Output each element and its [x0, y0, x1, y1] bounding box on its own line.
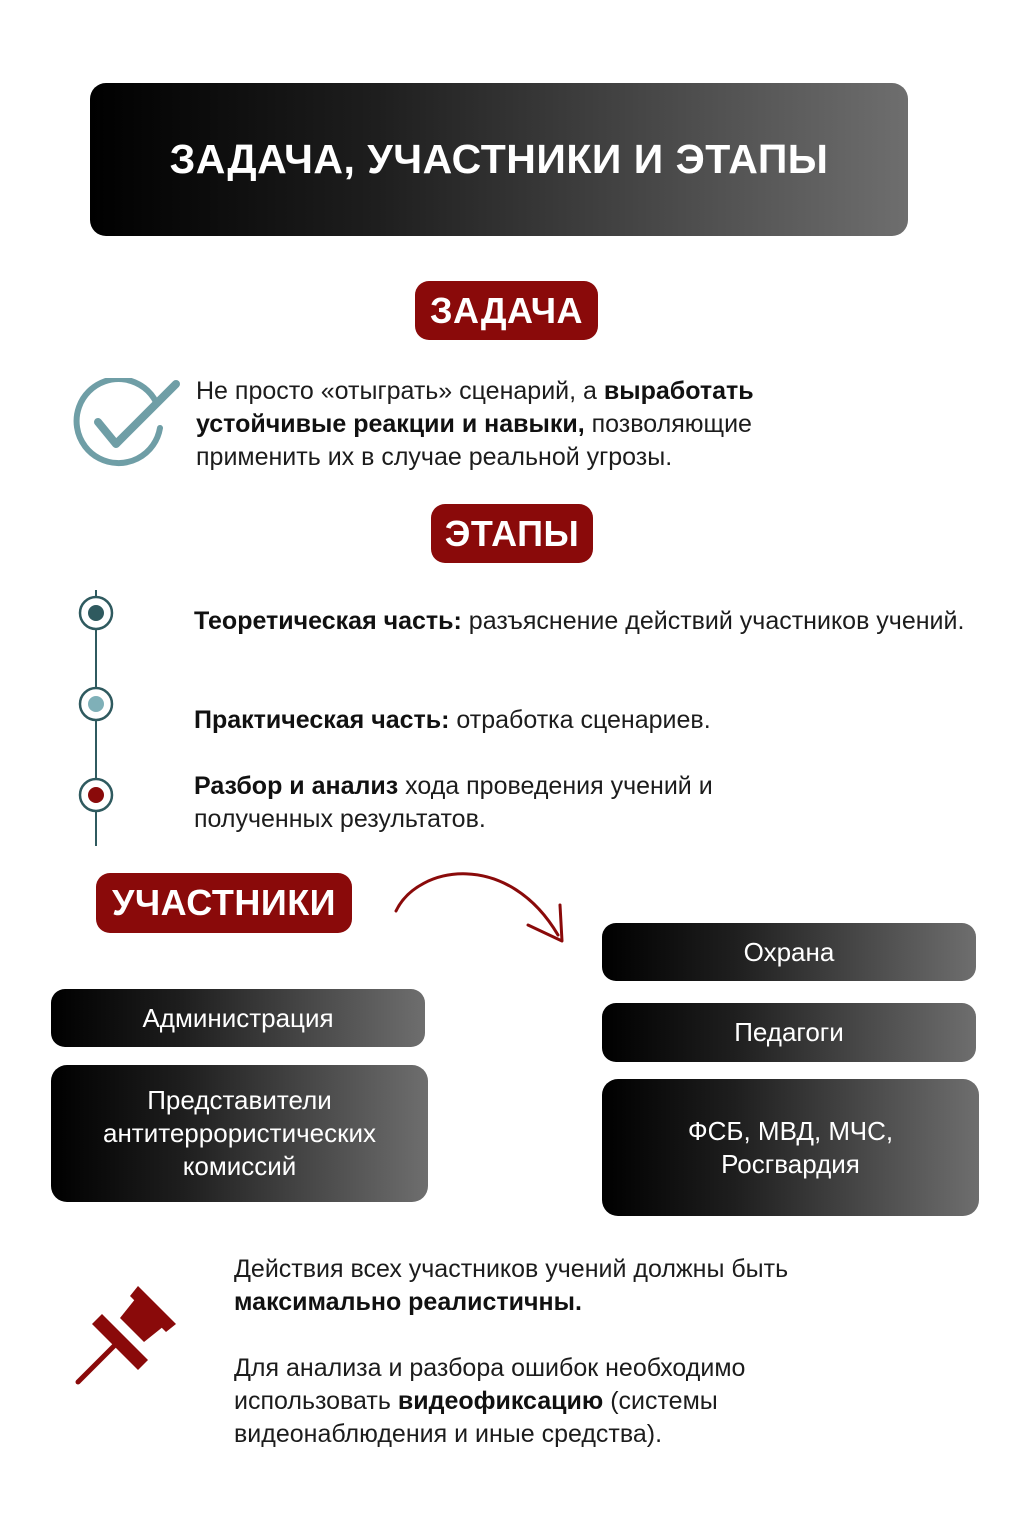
note-p1-bold: максимально реалистичны. [234, 1288, 582, 1316]
stage-item-practice [194, 704, 984, 737]
pushpin-icon [72, 1284, 178, 1386]
note-p2-text-1: Для анализа и разбора ошибок необходимо использовать [234, 1354, 746, 1415]
participant-anti-terror-commissions [51, 1065, 428, 1202]
page-header [90, 83, 908, 236]
timeline-dot-1 [80, 597, 112, 629]
stage-item-analysis [194, 770, 754, 836]
note-p2-bold: видеофиксацию [397, 1387, 604, 1415]
task-badge [415, 281, 598, 340]
stages-timeline [70, 590, 122, 846]
note-paragraph-video [234, 1352, 834, 1451]
participant-label: Администрация [142, 1002, 334, 1033]
stage-1-bold: Теоретическая часть: [194, 607, 462, 635]
stages-badge-label: ЭТАПЫ [444, 512, 580, 554]
stages-badge [431, 504, 593, 563]
participant-administration [51, 989, 425, 1047]
stage-3-bold: Разбор и анализ [194, 772, 399, 800]
participants-badge-label: УЧАСТНИКИ [111, 882, 337, 923]
participant-label: Представители антитеррористических комиссий [102, 1085, 377, 1181]
timeline-dot-3 [80, 779, 112, 811]
task-text-2: позволяющие применить их в случае реальной угрозы. [196, 410, 752, 471]
participant-agencies [602, 1079, 979, 1216]
checkmark-circle-icon [72, 378, 182, 470]
timeline-dot-2 [80, 688, 112, 720]
task-text-bold: выработать устойчивые реакции и навыки, [196, 377, 754, 438]
participant-label: Педагоги [734, 1017, 844, 1047]
task-description [196, 375, 836, 474]
curved-arrow-icon [388, 855, 578, 950]
stage-3-text: хода проведения учений и полученных результатов. [194, 772, 713, 833]
participants-badge [96, 873, 352, 933]
note-p1-text: Действия всех участников учений должны быть [234, 1255, 789, 1283]
stage-2-text: отработка сценариев. [449, 706, 711, 734]
note-p2-text-2: (системы видеонаблюдения и иные средства). [234, 1387, 718, 1448]
participant-label: ФСБ, МВД, МЧС, Росгвардия [687, 1115, 894, 1179]
participant-security [602, 923, 976, 981]
task-text-1: Не просто «отыграть» сценарий, а [196, 377, 604, 405]
stage-1-text: разъяснение действий участников учений. [461, 607, 965, 635]
participant-teachers [602, 1003, 976, 1062]
stage-item-theory [194, 605, 984, 638]
note-paragraph-realism [234, 1253, 894, 1319]
task-badge-label: ЗАДАЧА [429, 289, 584, 331]
stage-2-bold: Практическая часть: [194, 706, 450, 734]
page-title: ЗАДАЧА, УЧАСТНИКИ И ЭТАПЫ [169, 136, 829, 182]
participant-label: Охрана [743, 936, 835, 967]
